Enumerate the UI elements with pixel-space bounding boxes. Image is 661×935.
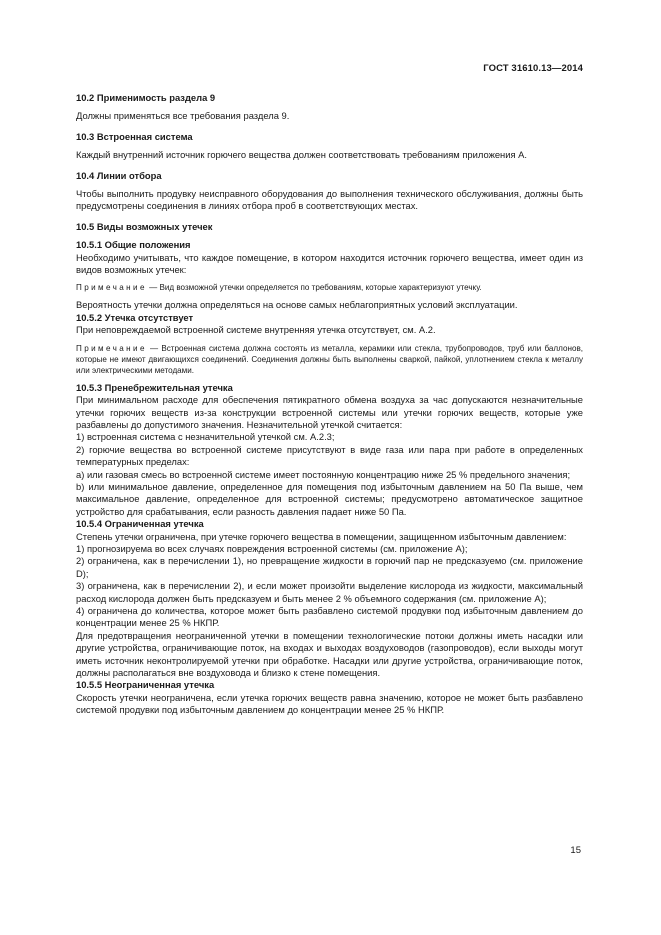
document-header: ГОСТ 31610.13—2014 [483,63,583,74]
list-item: 3) ограничена, как в перечислении 2), и если может произойти выделение кислорода из жидкости, максимальный расход кислорода должен быть предсказуем и быть менее 2 % объемного содержания (см. приложение А); [76,580,583,604]
paragraph: Каждый внутренний источник горючего вещества должен соответствовать требованиям приложения А. [76,149,528,161]
note-text: — Вид возможной утечки определяется по требованиям, которые характеризуют утечку. [146,283,482,293]
paragraph: Необходимо учитывать, что каждое помещение, в котором находится источник горючего вещества, имеет один из видов возможных утечек: [76,251,583,276]
list-item: 1) прогнозируема во всех случаях повреждения встроенной системы (см. приложение А); [76,542,468,554]
note-label: Примечание [76,283,147,293]
note [76,343,583,376]
paragraph: Степень утечки ограничена, при утечке горючего вещества в помещении, защищенном избыточным давлением: [76,530,567,542]
paragraph: Должны применяться все требования раздела 9. [76,110,290,122]
heading-10-5-2: 10.5.2 Утечка отсутствует [76,311,194,323]
list-item: b) или минимальное давление, определенное для помещения под избыточным давлением на 50 Па выше, чем максимальное давление, определенное для встроенной системы; предусмотрено автоматическое защитное устройство для срабатывания, если разность давления падает ниже 50 Па. [76,480,583,517]
page-content [76,92,583,717]
heading-10-5-1: 10.5.1 Общие положения [76,239,191,251]
paragraph: При минимальном расходе для обеспечения пятикратного обмена воздуха за час допускаются незначительные утечки горючих веществ из-за конструкции встроенной системы или утечки горючих веществ, которые уже разбавлены до допустимого значения. Незначительной утечкой считается: [76,394,583,430]
list-item: 4) ограничена до количества, которое может быть разбавлено системой продувки под избыточным давлением до концентрации менее 25 % НКПР. [76,605,583,629]
heading-10-4: 10.4 Линии отбора [76,169,162,181]
note-label: Примечание [76,343,147,353]
heading-10-5-3: 10.5.3 Пренебрежительная утечка [76,381,233,393]
heading-10-3: 10.3 Встроенная система [76,130,193,142]
paragraph: Чтобы выполнить продувку неисправного оборудования до выполнения технического обслуживания, должны быть предусмотрены соединения в линиях отбора проб в соответствующих местах. [76,188,583,212]
paragraph: При неповреждаемой встроенной системе внутренняя утечка отсутствует, см. А.2. [76,324,436,336]
paragraph: Для предотвращения неограниченной утечки в помещении технологические потоки должны иметь насадки или другие устройства, ограничивающие поток, на входах и выходах воздуховодов (газопроводов), если выходы могут иметь источник неконтролируемой утечки при обработке. Насадки или другие устройства, ограничивающие поток, должны располагаться вне воздуховода и близко к стене помещения. [76,629,583,679]
list-item: 2) горючие вещества во встроенной системе присутствуют в виде газа или пара при работе в определенных температурных пределах: [76,443,583,468]
heading-10-2: 10.2 Применимость раздела 9 [76,92,216,103]
page-number: 15 [570,845,581,856]
paragraph: Вероятность утечки должна определяться на основе самых неблагоприятных условий эксплуатации. [76,299,518,311]
note [76,282,583,293]
heading-10-5-4: 10.5.4 Ограниченная утечка [76,518,204,530]
heading-10-5: 10.5 Виды возможных утечек [76,220,213,232]
list-item: а) или газовая смесь во встроенной системе имеет постоянную концентрацию ниже 25 % предельного значения; [76,468,571,480]
list-item: 2) ограничена, как в перечислении 1), но превращение жидкости в горючий пар не предсказуемо (см. приложение D); [76,555,583,579]
list-item: 1) встроенная система с незначительной утечкой см. А.2.3; [76,431,335,443]
paragraph: Скорость утечки неограничена, если утечка горючих веществ равна значению, которое не может быть разбавлено системой продувки под избыточным давлением до концентрации менее 25 % НКПР. [76,691,583,716]
heading-10-5-5: 10.5.5 Неограниченная утечка [76,679,215,691]
note-text: — Встроенная система должна состоять из металла, керамики или стекла, трубопроводов, труб или баллонов, которые не имеют двигающихся соединений. Соединения должны быть выполнены сваркой, пайкой, уплотнением стекла к металлу или электрическими методами. [76,343,583,375]
